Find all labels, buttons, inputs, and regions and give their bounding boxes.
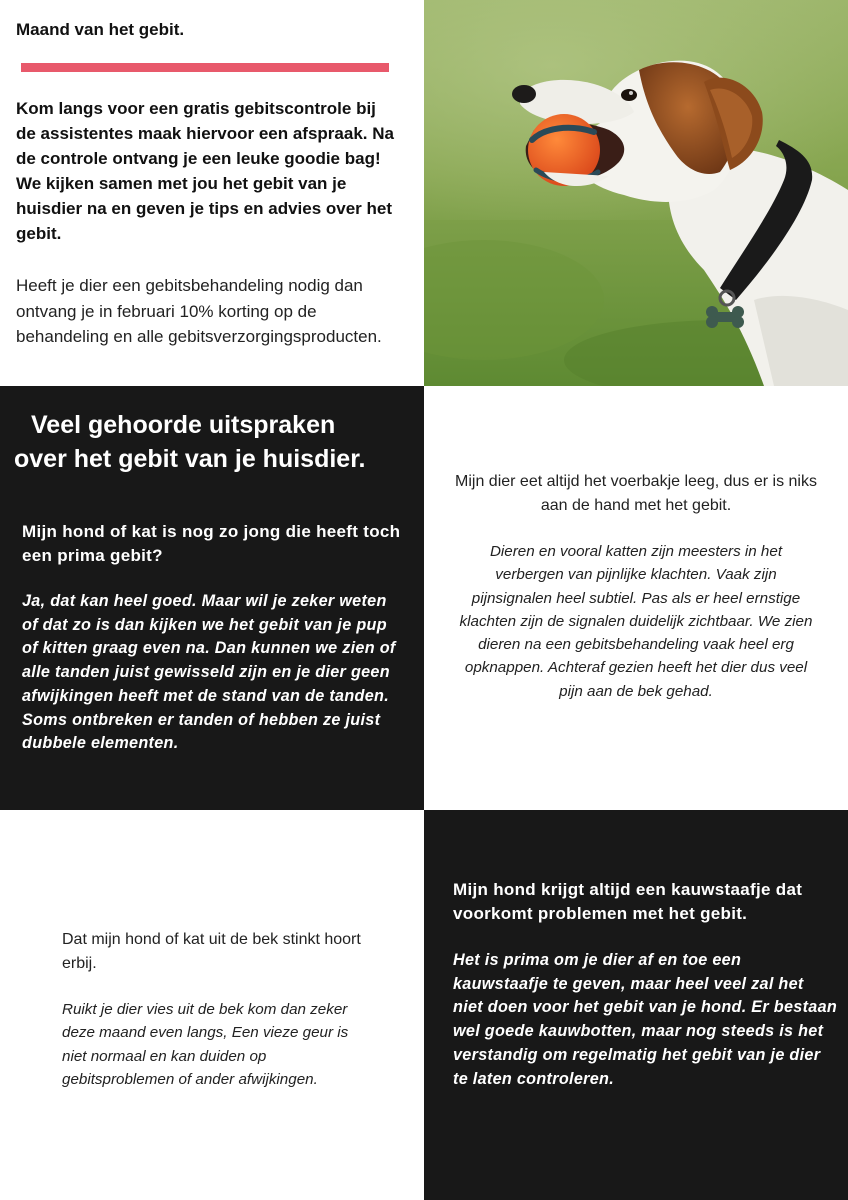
intro-lead: Kom langs voor een gratis gebitscontrole bij de assistentes maak hiervoor een afspraak. Na de controle ontvang je een leuke goodie bag! We kijken samen met jou het gebit van je huisdier na en geven je tips en advies over het gebit. <box>16 99 394 243</box>
myth-card-chew-stick <box>424 810 848 1200</box>
dog-photo <box>424 0 848 386</box>
myth-card-empty-bowl <box>424 386 848 810</box>
page-title: Maand van het gebit. <box>16 20 185 39</box>
myth-card-bad-breath <box>0 810 424 1200</box>
myth-statement: Dat mijn hond of kat uit de bek stinkt hoort erbij. <box>62 931 361 972</box>
accent-divider <box>21 63 389 72</box>
myth-answer: Dieren en vooral katten zijn meesters in het verbergen van pijnlijke klachten. Vaak zijn pijnsignalen heel subtiel. Pas als er heel ernstige klachten zijn de signalen duidelijk zichtbaar. We zien dieren na een gebitsbehandeling vaak heel erg opknappen. Achteraf gezien heeft het dier dus veel pijn aan de bek gehad. <box>459 543 813 700</box>
intro-discount-text: Heeft je dier een gebitsbehandeling nodig dan ontvang je in februari 10% korting op de behandeling en alle gebitsverzorgingsproducten. <box>16 276 382 346</box>
myth-answer: Ja, dat kan heel goed. Maar wil je zeker weten of dat zo is dan kijken we het gebit van je pup of kitten graag even na. Dan kunnen we zien of alle tanden juist gewisseld zijn en je dier geen afwijkingen heeft met de stand van de tanden. Soms ontbreken er tanden of hebben ze juist dubbele elementen. <box>22 592 396 753</box>
myth-statement: Mijn hond krijgt altijd een kauwstaafje dat voorkomt problemen met het gebit. <box>453 880 803 923</box>
myth-statement: Mijn dier eet altijd het voerbakje leeg, dus er is niks aan de hand met het gebit. <box>455 473 817 514</box>
myth-statement: Mijn hond of kat is nog zo jong die heeft toch een prima gebit? <box>22 522 401 565</box>
myth-card-young-pet <box>0 386 424 810</box>
dog-with-ball-illustration <box>424 0 848 386</box>
myth-answer: Ruikt je dier vies uit de bek kom dan zeker deze maand even langs, Een vieze geur is niet normaal en kan duiden op gebitsproblemen of ander afwijkingen. <box>62 1001 349 1088</box>
section-heading <box>14 408 414 476</box>
intro-panel <box>0 0 424 386</box>
myth-answer: Het is prima om je dier af en toe een kauwstaafje te geven, maar heel veel zal het niet doen voor het gebit van je hond. Er bestaan wel goede kauwbotten, maar nog steeds is het verstandig om regelmatig het gebit van je dier te laten controleren. <box>453 951 838 1088</box>
section-heading-line1: Veel gehoorde uitspraken <box>31 411 336 439</box>
section-heading-line2: over het gebit van je huisdier. <box>14 445 366 473</box>
